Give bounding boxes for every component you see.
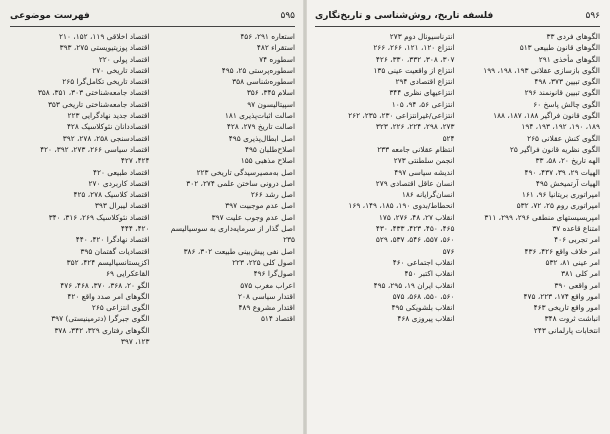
index-entry: انسان‌گرایانه ۱۸۶: [401, 190, 455, 200]
index-entry: الگوی تبیین قانونمند ۲۹۶: [524, 88, 600, 98]
index-entry: انقلاب اجتماعی ۴۶۰: [392, 257, 455, 267]
index-entry: اقتصاد لیبرال ۳۹۳: [94, 201, 150, 211]
index-entry: اکزیستانسیالیسم ۴۲۴، ۳۵۲: [66, 257, 150, 267]
index-entry: اصل عدم موجبیت ۳۹۷: [225, 201, 295, 211]
index-entry: امپراتوری روم ۲۵، ۷۲، ۵۳۲: [516, 201, 600, 211]
index-entry: ۴۲۴، ۴۲۷: [120, 156, 150, 166]
index-entry: اسطوره‌شناسی ۳۵۸: [232, 77, 295, 87]
header-rule: [10, 26, 295, 27]
index-entry: اقتدار مشروع ۴۸۹: [238, 303, 295, 313]
index-entry: الگوی نظریه قانون فراگیر ۲۵: [509, 144, 600, 154]
left-page-header: [10, 8, 295, 24]
index-entry: اقتصادیات گفتمان ۳۹۵: [80, 246, 150, 256]
index-entry: الگوی کنش عقلانی ۲۶۵: [527, 133, 600, 143]
index-entry: امپریسیستهای منطقی ۲۹۶، ۲۹۹، ۳۱۱: [484, 212, 600, 222]
index-entry: ۲۷۳، ۲۹۸، ۲۲۴، ۲۲۶، ۳۲۳: [375, 122, 455, 132]
index-entry: ۲۳۵: [283, 235, 295, 245]
index-entry: اقتصاد جدید نهادگرایی ۲۲۳: [67, 111, 150, 121]
index-entry: اصل عدم وجوب علیت ۳۹۷: [211, 212, 295, 222]
index-entry: امر عینی ۸۱، ۵۳۲: [545, 257, 600, 267]
index-entry: الگوهای مأخذی ۲۹۱: [538, 54, 600, 64]
index-entry: القاعکرایی ۶۹: [106, 269, 150, 279]
index-column: [315, 31, 455, 429]
index-entry: اصلاح‌طلبان ۴۹۵: [244, 144, 295, 154]
index-column: [461, 31, 601, 429]
index-entry: اقتصاد کاربردی ۲۷۰: [88, 178, 150, 188]
index-entry: اسلام ۳۴۵، ۳۵۶: [246, 88, 295, 98]
page-number: ۵۹۵: [280, 11, 295, 21]
index-entry: اقتصادسنجی ۲۵۸، ۲۷۸، ۳۹۲: [62, 133, 150, 143]
index-entry: الگوی چالش پاسخ ۶۰: [533, 99, 600, 109]
index-entry: اقتدار سیاسی ۲۰۸: [238, 291, 295, 301]
index-entry: امر کلی ۳۸۱: [561, 269, 600, 279]
right-page: [305, 0, 610, 434]
index-entry: انجمن سلطنتی ۲۷۳: [393, 156, 455, 166]
index-entry: امپراتوری بریتانیا ۹۶، ۱۶۱: [521, 190, 600, 200]
index-entry: اصالت اثبات‌پذیری ۱۸۱: [224, 111, 295, 121]
index-entry: اقتصاد پوزیتیویستی ۲۷۵، ۳۹۳: [59, 43, 150, 53]
index-entry: امر تجربی ۴۰۶: [554, 235, 600, 245]
index-columns: [315, 31, 600, 429]
right-page-header: [315, 8, 600, 24]
index-entry: انباشت ثروت ۳۴۸: [544, 314, 600, 324]
index-entry: اعراب مغرب ۵۷۵: [240, 280, 295, 290]
index-entry: انتزاع از واقعیت عینی ۱۳۵: [373, 65, 455, 75]
index-entry: الهه تاریخ ۲۰، ۵۸، ۳۳: [535, 156, 600, 166]
index-entry: استعاره ۲۹۱، ۴۵۶: [240, 32, 295, 41]
book-gutter: [303, 0, 307, 434]
index-entry: اسپیتالیسون ۹۷: [247, 99, 295, 109]
index-entry: اقتصاددانان نئوکلاسیک ۴۲۸: [66, 122, 150, 132]
header-rule: [315, 26, 600, 27]
index-entry: اصول‌گرا ۴۹۶: [253, 269, 295, 279]
index-entry: اقتصاد جامعه‌شناختی تاریخی ۳۵۳: [47, 99, 150, 109]
index-entry: الگوهای امر صدد واقع ۴۲۰: [67, 291, 150, 301]
page-number: ۵۹۶: [585, 11, 600, 21]
index-entry: ۱۸۹، ۱۹۰، ۱۹۲، ۱۹۳، ۱۹۴: [521, 122, 600, 132]
index-entry: اقتصاد نئوکلاسیک ۲۶۹، ۳۱۶، ۳۴۰: [48, 212, 150, 222]
index-entry: انتزاع اقتصادی ۲۹۴: [395, 77, 455, 87]
index-entry: الگو ۲۰، ۳۶۸، ۳۷۰، ۴۶۸، ۴۷۶: [60, 280, 150, 290]
index-entry: اندیشه سیاسی ۴۹۷: [394, 167, 455, 177]
index-entry: الگوهای رفتاری ۳۲۹، ۳۴۲، ۳۷۸: [54, 325, 150, 335]
index-entry: انقلاب پیروزی ۴۶۸: [397, 314, 455, 324]
index-entry: امر خلاف واقع ۴۲۶، ۴۳۶: [524, 246, 600, 256]
index-entry: اصل درونی ساختن علمی ۲۷۴، ۳۰۲: [186, 178, 295, 188]
index-entry: امور واقع ۱۷۴، ۲۲۳، ۴۷۵: [523, 291, 600, 301]
index-entry: انتخابات پارلمانی ۲۴۳: [533, 325, 600, 335]
index-entry: انترناسیونال دوم ۲۷۳: [389, 32, 455, 41]
index-entry: اصل نفی پیش‌بینی طبیعت ۳۰۲، ۳۸۶: [183, 246, 295, 256]
index-entry: اصالت تاریخ ۲۷۹، ۴۲۸: [226, 122, 295, 132]
index-entry: اصل ابطال‌پذیری ۴۹۵: [228, 133, 295, 143]
index-entry: اقتصاد تاریخی ۲۷۰: [92, 65, 150, 75]
index-entry: ۵۲۴: [442, 133, 455, 143]
index-entry: الگوهای فردی ۳۳: [546, 32, 600, 41]
index-entry: انحطاط/بدوی ۱۹۰، ۱۸۵، ۱۴۹، ۱۶۹: [348, 201, 455, 211]
index-entry: انتظام عقلانی جامعه ۲۳۳: [377, 144, 455, 154]
index-entry: امور واقع تاریخی ۴۶۳: [533, 303, 600, 313]
index-entry: اقتصاد جامعه‌شناختی ۳۰۳، ۳۵۱، ۳۵۸: [37, 88, 150, 98]
index-entry: اصل گذار از سرمایه‌داری به سوسیالیسم: [170, 224, 295, 234]
index-entry: اقتصاد تاریخی تکامل‌گرا ۲۶۵: [62, 77, 150, 87]
index-entry: انتزاعی/غیرانتزاعی ۲۳۰، ۲۳۵، ۲۶۲: [348, 111, 455, 121]
index-entry: اقتصاد طبیعی ۴۲۰: [93, 167, 150, 177]
index-entry: انسان عاقل اقتصادی ۲۷۹: [375, 178, 455, 188]
index-entry: اقتصاد سیاسی ۲۶۶، ۲۷۳، ۳۹۲، ۴۲۰: [40, 144, 150, 154]
index-entry: انتزاع ۱۲۰، ۱۲۱، ۲۶۶، ۲۶۶: [373, 43, 455, 53]
index-entry: انقلاب بلشویکی ۴۹۵: [391, 303, 455, 313]
index-entry: امتناع قاعده ۳۷: [552, 224, 600, 234]
index-entry: الگوی جبرگرا (دترمینیستی) ۳۹۷: [51, 314, 150, 324]
index-entry: الگوی تبیین ۳۷۳، ۴۹۸: [534, 77, 600, 87]
index-entry: انتزاعی ۵۶، ۹۴، ۱۰۵: [391, 99, 455, 109]
index-column: [156, 31, 296, 429]
index-column: [10, 31, 150, 429]
index-entry: اصلاح مذهبی ۱۵۵: [240, 156, 295, 166]
index-entry: اقتصاد ۵۱۴: [260, 314, 295, 324]
index-entry: اقتصاد پولی ۲۲۰: [98, 54, 150, 64]
index-entry: الگوی قانون فراگیر ۱۸۸، ۱۸۷، ۱۸۸: [493, 111, 600, 121]
index-columns: [10, 31, 295, 429]
index-entry: اصول کلی ۲۲۵، ۲۲۳: [232, 257, 295, 267]
index-entry: الگوی بازسازی عقلانی ۱۹۳، ۱۹۸، ۱۹۹: [483, 65, 600, 75]
running-title: فهرست موضوعی: [10, 11, 90, 21]
index-entry: اقتصاد کلاسیک ۲۷۸، ۴۲۵: [73, 190, 150, 200]
index-entry: امر واقعی ۳۹۰: [554, 280, 600, 290]
index-entry: اصل به‌مصیرسیدگی تاریخی ۲۲۳: [196, 167, 295, 177]
index-entry: ۵۷۶: [442, 246, 455, 256]
index-entry: اصل رشد ۲۶۶: [250, 190, 295, 200]
index-entry: انقلاب ایران ۱۹، ۲۹۵، ۴۹۵: [373, 280, 455, 290]
index-entry: ۵۶۰، ۵۵۰، ۵۶۸، ۵۷۵: [392, 291, 455, 301]
index-entry: ۴۲۰، ۴۴۴: [120, 224, 150, 234]
index-entry: ۳۰۷، ۳۰۸، ۳۳۲، ۳۳۰، ۴۲۶: [375, 54, 455, 64]
index-entry: الگوی انتزاعی ۲۶۵: [91, 303, 150, 313]
index-entry: ۴۶۵، ۴۵۰، ۴۲۳، ۴۳۳، ۴۳۰: [375, 224, 455, 234]
index-entry: اسطوره ۷۴: [259, 54, 295, 64]
index-entry: ۵۶۰، ۵۵۷، ۵۴۶، ۵۳۷، ۵۲۹: [375, 235, 455, 245]
index-entry: اقتصاد اخلاقی ۱۱۹، ۱۵۲، ۲۱۰: [59, 32, 150, 41]
index-entry: الگوهای قانون طبیعی ۵۱۳: [519, 43, 600, 53]
index-entry: الهیات آرتمیخش ۴۹۵: [535, 178, 600, 188]
index-entry: اسطوره‌پرستی ۲۵، ۴۹۵: [221, 65, 295, 75]
running-title: فلسفه تاریخ، روش‌شناسی و تاریخ‌نگاری: [315, 11, 494, 21]
index-entry: الهیات ۲۹، ۳۹، ۴۳۷، ۴۹۰: [524, 167, 600, 177]
index-entry: ۱۲۳، ۳۹۷: [120, 337, 150, 347]
index-entry: انقلاب ۲۷، ۴۸، ۲۷۶، ۱۷۵: [378, 212, 455, 222]
index-entry: انتزاعیهای نظری ۳۴۴: [389, 88, 455, 98]
index-entry: اقتصاد نهادگرا ۴۲۰، ۴۴۰: [75, 235, 150, 245]
index-entry: استقراء ۴۸۲: [256, 43, 295, 53]
index-entry: انقلاب اکتبر ۴۵۰: [404, 269, 455, 279]
